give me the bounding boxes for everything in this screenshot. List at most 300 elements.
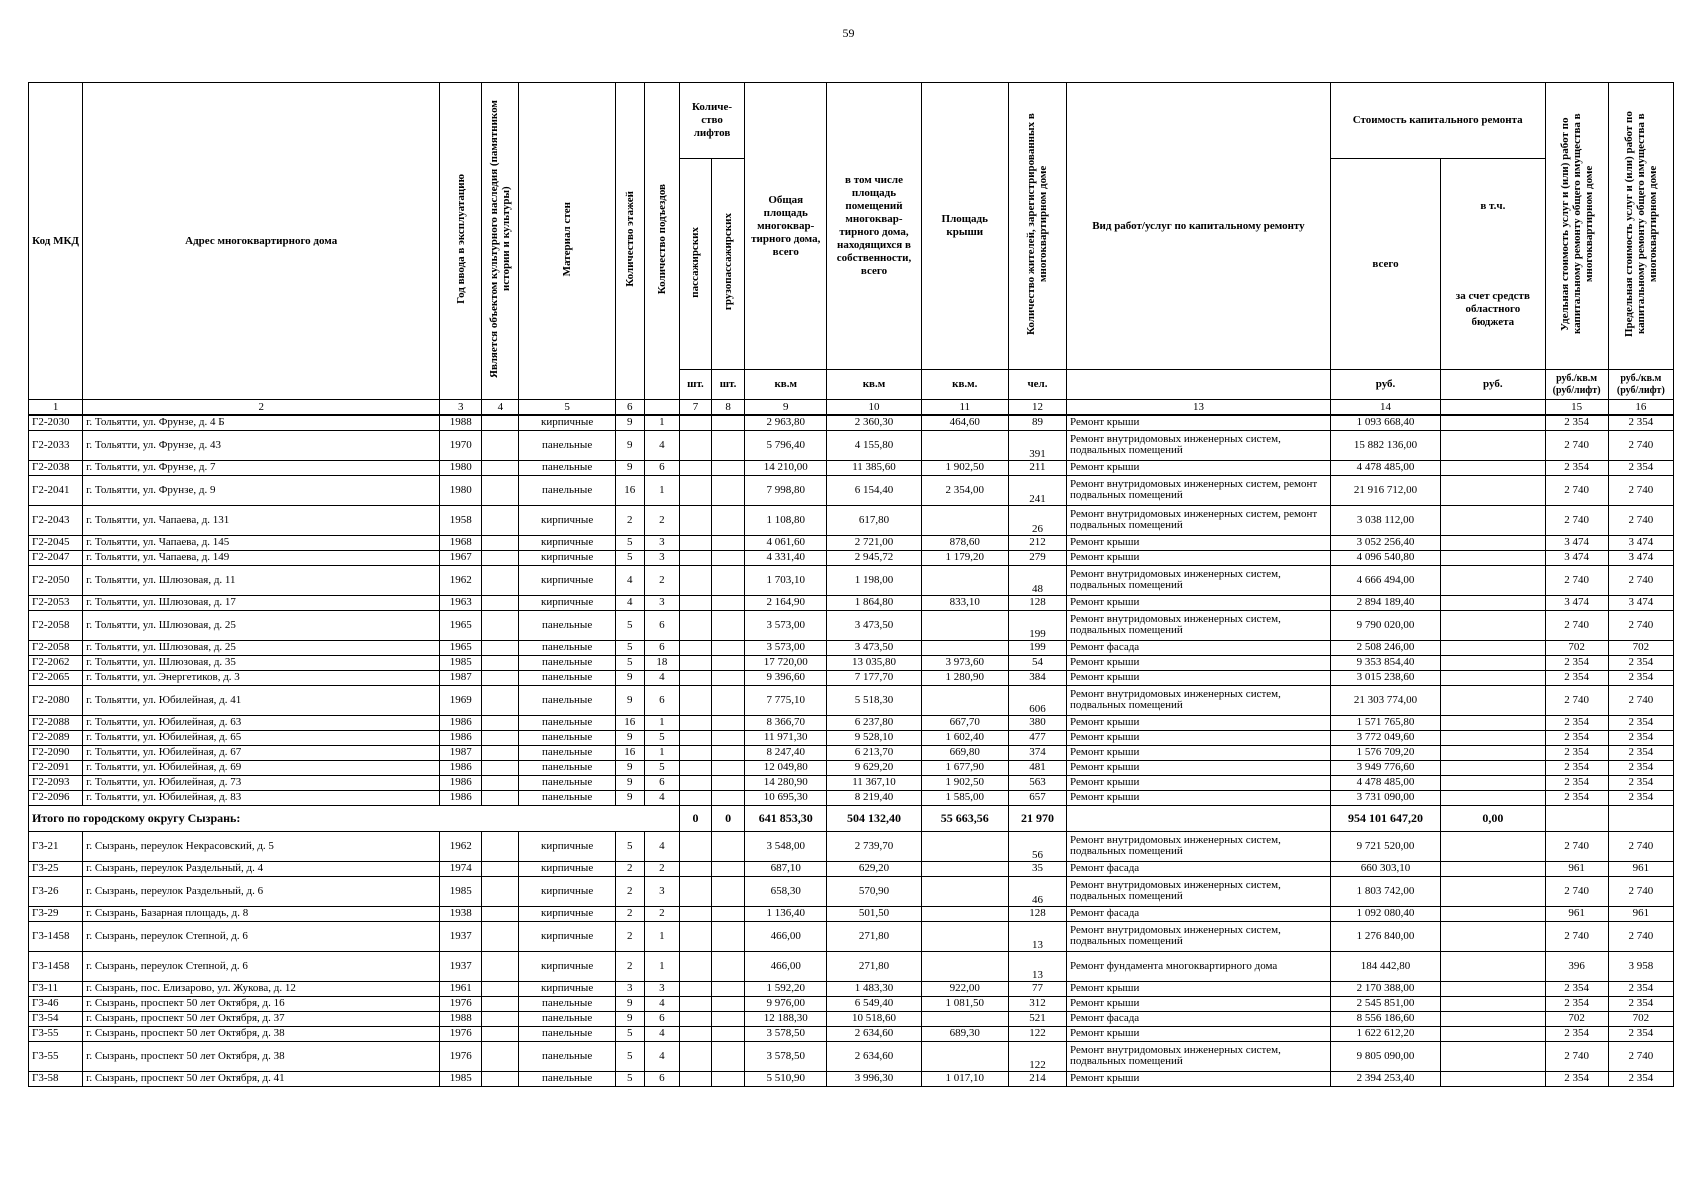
- lifts-passenger: [679, 640, 711, 655]
- residents: 122: [1008, 1041, 1066, 1071]
- area-owned: 501,50: [827, 906, 921, 921]
- unit-cost: 3 474: [1545, 550, 1608, 565]
- wall-material: панельные: [519, 730, 615, 745]
- cost-regional: [1441, 775, 1545, 790]
- table-row: [29, 715, 1674, 730]
- cost-regional: [1441, 745, 1545, 760]
- residents: 122: [1008, 1026, 1066, 1041]
- wall-material: панельные: [519, 745, 615, 760]
- limit-cost: 2 354: [1608, 670, 1673, 685]
- cost-regional: [1441, 655, 1545, 670]
- header-limit-cost: Предельная стоимость услуг и (или) работ по капитальному ремонту общего имущества в многоквартирном доме: [1622, 111, 1659, 337]
- residents: 657: [1008, 790, 1066, 805]
- heritage: [482, 951, 519, 981]
- column-number: [1441, 400, 1545, 416]
- total-work: [1067, 805, 1331, 831]
- roof-area: 878,60: [921, 535, 1008, 550]
- limit-cost: 2 354: [1608, 1071, 1673, 1086]
- work-type: Ремонт крыши: [1067, 595, 1331, 610]
- roof-area: 1 902,50: [921, 775, 1008, 790]
- unit-cost: 2 354: [1545, 1026, 1608, 1041]
- wall-material: панельные: [519, 1071, 615, 1086]
- roof-area: 2 354,00: [921, 475, 1008, 505]
- heritage: [482, 430, 519, 460]
- cost-total: 4 096 540,80: [1330, 550, 1440, 565]
- address: г. Тольятти, ул. Шлюзовая, д. 25: [83, 640, 440, 655]
- mkd-code: Г3-54: [29, 1011, 83, 1026]
- column-number: 5: [519, 400, 615, 416]
- area-owned: 11 385,60: [827, 460, 921, 475]
- lifts-cargo: [712, 951, 745, 981]
- limit-cost: 2 354: [1608, 730, 1673, 745]
- table-row: [29, 430, 1674, 460]
- roof-area: [921, 640, 1008, 655]
- area-total: 1 108,80: [745, 505, 827, 535]
- column-number: 15: [1545, 400, 1608, 416]
- work-type: Ремонт внутридомовых инженерных систем, подвальных помещений: [1067, 921, 1331, 951]
- roof-area: [921, 876, 1008, 906]
- unit-cost: 702: [1545, 1011, 1608, 1026]
- lifts-cargo: [712, 996, 745, 1011]
- floors: 9: [615, 730, 644, 745]
- limit-cost: 702: [1608, 640, 1673, 655]
- address: г. Тольятти, ул. Юбилейная, д. 63: [83, 715, 440, 730]
- lifts-passenger: [679, 906, 711, 921]
- residents: 380: [1008, 715, 1066, 730]
- unit-cost-regional: руб.: [1441, 370, 1545, 400]
- area-total: 9 396,60: [745, 670, 827, 685]
- floors: 4: [615, 595, 644, 610]
- entrances: 5: [644, 730, 679, 745]
- area-owned: 2 945,72: [827, 550, 921, 565]
- floors: 9: [615, 685, 644, 715]
- work-type: Ремонт крыши: [1067, 460, 1331, 475]
- column-number: 6: [615, 400, 644, 416]
- table-row: [29, 1026, 1674, 1041]
- heritage: [482, 1011, 519, 1026]
- header-lifts: Количе-ство лифтов: [679, 83, 744, 159]
- address: г. Тольятти, ул. Шлюзовая, д. 35: [83, 655, 440, 670]
- cost-total: 1 571 765,80: [1330, 715, 1440, 730]
- lifts-cargo: [712, 640, 745, 655]
- year: 1988: [440, 415, 482, 430]
- entrances: 6: [644, 775, 679, 790]
- floors: 16: [615, 745, 644, 760]
- entrances: 3: [644, 876, 679, 906]
- year: 1985: [440, 1071, 482, 1086]
- cost-total: 9 805 090,00: [1330, 1041, 1440, 1071]
- wall-material: кирпичные: [519, 951, 615, 981]
- column-number: 3: [440, 400, 482, 416]
- wall-material: панельные: [519, 685, 615, 715]
- year: 1986: [440, 760, 482, 775]
- wall-material: панельные: [519, 715, 615, 730]
- lifts-cargo: [712, 610, 745, 640]
- limit-cost: 3 958: [1608, 951, 1673, 981]
- work-type: Ремонт крыши: [1067, 535, 1331, 550]
- heritage: [482, 715, 519, 730]
- floors: 9: [615, 760, 644, 775]
- address: г. Сызрань, переулок Некрасовский, д. 5: [83, 831, 440, 861]
- entrances: 2: [644, 906, 679, 921]
- area-total: 1 592,20: [745, 981, 827, 996]
- year: 1962: [440, 565, 482, 595]
- residents: 521: [1008, 1011, 1066, 1026]
- area-total: 7 775,10: [745, 685, 827, 715]
- cost-total: 4 666 494,00: [1330, 565, 1440, 595]
- table-row: [29, 550, 1674, 565]
- area-owned: 2 721,00: [827, 535, 921, 550]
- lifts-cargo: [712, 1041, 745, 1071]
- column-number: 10: [827, 400, 921, 416]
- year: 1986: [440, 715, 482, 730]
- residents: 279: [1008, 550, 1066, 565]
- cost-regional: [1441, 565, 1545, 595]
- unit-unit-cost: руб./кв.м (руб/лифт): [1545, 370, 1608, 400]
- mkd-code: Г2-2058: [29, 640, 83, 655]
- year: 1938: [440, 906, 482, 921]
- heritage: [482, 670, 519, 685]
- floors: 5: [615, 655, 644, 670]
- work-type: Ремонт внутридомовых инженерных систем, ремонт подвальных помещений: [1067, 475, 1331, 505]
- lifts-cargo: [712, 415, 745, 430]
- wall-material: панельные: [519, 610, 615, 640]
- heritage: [482, 775, 519, 790]
- cost-total: 184 442,80: [1330, 951, 1440, 981]
- year: 1974: [440, 861, 482, 876]
- entrances: 1: [644, 475, 679, 505]
- wall-material: панельные: [519, 640, 615, 655]
- cost-total: 1 276 840,00: [1330, 921, 1440, 951]
- wall-material: панельные: [519, 1026, 615, 1041]
- cost-total: 1 576 709,20: [1330, 745, 1440, 760]
- address: г. Сызрань, проспект 50 лет Октября, д. 16: [83, 996, 440, 1011]
- roof-area: 1 179,20: [921, 550, 1008, 565]
- table-row: [29, 610, 1674, 640]
- work-type: Ремонт внутридомовых инженерных систем, подвальных помещений: [1067, 430, 1331, 460]
- mkd-code: Г2-2096: [29, 790, 83, 805]
- wall-material: кирпичные: [519, 550, 615, 565]
- work-type: Ремонт крыши: [1067, 730, 1331, 745]
- lifts-passenger: [679, 670, 711, 685]
- area-total: 17 720,00: [745, 655, 827, 670]
- table-row: [29, 1071, 1674, 1086]
- residents: 211: [1008, 460, 1066, 475]
- area-owned: 570,90: [827, 876, 921, 906]
- area-total: 14 210,00: [745, 460, 827, 475]
- heritage: [482, 876, 519, 906]
- mkd-code: Г3-29: [29, 906, 83, 921]
- roof-area: [921, 1041, 1008, 1071]
- area-total: 466,00: [745, 951, 827, 981]
- unit-cost: 961: [1545, 861, 1608, 876]
- mkd-code: Г3-55: [29, 1041, 83, 1071]
- entrances: 2: [644, 505, 679, 535]
- cost-regional: [1441, 861, 1545, 876]
- work-type: Ремонт крыши: [1067, 790, 1331, 805]
- residents: 128: [1008, 595, 1066, 610]
- lifts-cargo: [712, 460, 745, 475]
- unit-residents: чел.: [1008, 370, 1066, 400]
- cost-regional: [1441, 715, 1545, 730]
- residents: 46: [1008, 876, 1066, 906]
- limit-cost: 2 740: [1608, 685, 1673, 715]
- entrances: 4: [644, 670, 679, 685]
- column-number: 14: [1330, 400, 1440, 416]
- area-total: 1 136,40: [745, 906, 827, 921]
- table-row: [29, 595, 1674, 610]
- header-cost-group: Стоимость капитального ремонта: [1330, 83, 1545, 159]
- year: 1968: [440, 535, 482, 550]
- cost-regional: [1441, 921, 1545, 951]
- cost-regional: [1441, 535, 1545, 550]
- residents: 374: [1008, 745, 1066, 760]
- cost-regional: [1441, 595, 1545, 610]
- roof-area: [921, 430, 1008, 460]
- cost-total: 3 949 776,60: [1330, 760, 1440, 775]
- entrances: 4: [644, 430, 679, 460]
- residents: 26: [1008, 505, 1066, 535]
- lifts-cargo: [712, 861, 745, 876]
- address: г. Сызрань, пос. Елизарово, ул. Жукова, д. 12: [83, 981, 440, 996]
- wall-material: панельные: [519, 996, 615, 1011]
- area-owned: 1 198,00: [827, 565, 921, 595]
- limit-cost: 702: [1608, 1011, 1673, 1026]
- residents: 214: [1008, 1071, 1066, 1086]
- header-entrances: Количество подъездов: [655, 183, 668, 295]
- lifts-cargo: [712, 550, 745, 565]
- entrances: 1: [644, 715, 679, 730]
- address: г. Тольятти, ул. Юбилейная, д. 67: [83, 745, 440, 760]
- cost-total: 3 038 112,00: [1330, 505, 1440, 535]
- header-floors: Количество этажей: [623, 191, 636, 287]
- roof-area: [921, 1011, 1008, 1026]
- area-owned: 3 473,50: [827, 640, 921, 655]
- area-owned: 8 219,40: [827, 790, 921, 805]
- table-row: [29, 775, 1674, 790]
- address: г. Тольятти, ул. Фрунзе, д. 9: [83, 475, 440, 505]
- cost-regional: [1441, 951, 1545, 981]
- wall-material: панельные: [519, 760, 615, 775]
- work-type: Ремонт крыши: [1067, 715, 1331, 730]
- column-number: 7: [679, 400, 711, 416]
- mkd-code: Г2-2088: [29, 715, 83, 730]
- area-owned: 13 035,80: [827, 655, 921, 670]
- lifts-passenger: [679, 505, 711, 535]
- limit-cost: 2 354: [1608, 460, 1673, 475]
- table-row: [29, 876, 1674, 906]
- entrances: 4: [644, 1041, 679, 1071]
- roof-area: [921, 951, 1008, 981]
- total-residents: 21 970: [1008, 805, 1066, 831]
- lifts-cargo: [712, 876, 745, 906]
- header-heritage: Является объектом культурного наследия (памятником истории и культуры): [488, 100, 513, 378]
- year: 1937: [440, 921, 482, 951]
- area-owned: 9 528,10: [827, 730, 921, 745]
- work-type: Ремонт внутридомовых инженерных систем, подвальных помещений: [1067, 610, 1331, 640]
- entrances: 3: [644, 535, 679, 550]
- lifts-passenger: [679, 1011, 711, 1026]
- header-area-total: Общая площадь многоквар-тирного дома, всего: [745, 83, 827, 370]
- roof-area: 833,10: [921, 595, 1008, 610]
- limit-cost: 2 740: [1608, 610, 1673, 640]
- address: г. Тольятти, ул. Юбилейная, д. 41: [83, 685, 440, 715]
- area-owned: 629,20: [827, 861, 921, 876]
- wall-material: кирпичные: [519, 876, 615, 906]
- roof-area: [921, 921, 1008, 951]
- floors: 9: [615, 415, 644, 430]
- residents: 391: [1008, 430, 1066, 460]
- lifts-cargo: [712, 430, 745, 460]
- residents: 199: [1008, 610, 1066, 640]
- cost-total: 9 721 520,00: [1330, 831, 1440, 861]
- heritage: [482, 415, 519, 430]
- residents: 89: [1008, 415, 1066, 430]
- mkd-code: Г2-2093: [29, 775, 83, 790]
- year: 1963: [440, 595, 482, 610]
- area-total: 9 976,00: [745, 996, 827, 1011]
- cost-regional: [1441, 640, 1545, 655]
- unit-cost-total: руб.: [1330, 370, 1440, 400]
- mkd-code: Г2-2091: [29, 760, 83, 775]
- table-row: [29, 670, 1674, 685]
- mkd-code: Г2-2050: [29, 565, 83, 595]
- floors: 16: [615, 475, 644, 505]
- mkd-code: Г2-2089: [29, 730, 83, 745]
- roof-area: 667,70: [921, 715, 1008, 730]
- unit-cost: 2 354: [1545, 460, 1608, 475]
- table-row: [29, 535, 1674, 550]
- area-owned: 1 483,30: [827, 981, 921, 996]
- limit-cost: 2 740: [1608, 430, 1673, 460]
- year: 1961: [440, 981, 482, 996]
- lifts-passenger: [679, 1071, 711, 1086]
- residents: 477: [1008, 730, 1066, 745]
- cost-total: 3 015 238,60: [1330, 670, 1440, 685]
- unit-cost: 2 354: [1545, 981, 1608, 996]
- area-owned: 7 177,70: [827, 670, 921, 685]
- floors: 9: [615, 430, 644, 460]
- cost-total: 2 170 388,00: [1330, 981, 1440, 996]
- year: 1985: [440, 876, 482, 906]
- year: 1967: [440, 550, 482, 565]
- table-row: [29, 655, 1674, 670]
- wall-material: кирпичные: [519, 831, 615, 861]
- work-type: Ремонт крыши: [1067, 1026, 1331, 1041]
- table-row: [29, 460, 1674, 475]
- wall-material: кирпичные: [519, 415, 615, 430]
- mkd-code: Г3-1458: [29, 951, 83, 981]
- address: г. Тольятти, ул. Юбилейная, д. 69: [83, 760, 440, 775]
- cost-regional: [1441, 876, 1545, 906]
- unit-cost: 2 740: [1545, 831, 1608, 861]
- table-row: [29, 730, 1674, 745]
- lifts-passenger: [679, 951, 711, 981]
- wall-material: кирпичные: [519, 981, 615, 996]
- floors: 2: [615, 951, 644, 981]
- area-owned: 2 739,70: [827, 831, 921, 861]
- area-owned: 4 155,80: [827, 430, 921, 460]
- lifts-cargo: [712, 760, 745, 775]
- address: г. Сызрань, переулок Раздельный, д. 4: [83, 861, 440, 876]
- cost-regional: [1441, 460, 1545, 475]
- column-number: 13: [1067, 400, 1331, 416]
- cost-regional: [1441, 610, 1545, 640]
- area-owned: 6 237,80: [827, 715, 921, 730]
- cost-regional: [1441, 430, 1545, 460]
- table-row: [29, 565, 1674, 595]
- capital-repair-table: [28, 82, 1674, 1087]
- page-number: 59: [842, 26, 855, 40]
- cost-regional: [1441, 505, 1545, 535]
- work-type: Ремонт фасада: [1067, 640, 1331, 655]
- address: г. Тольятти, ул. Юбилейная, д. 83: [83, 790, 440, 805]
- entrances: 1: [644, 745, 679, 760]
- unit-cost: 396: [1545, 951, 1608, 981]
- lifts-passenger: [679, 565, 711, 595]
- cost-regional: [1441, 415, 1545, 430]
- heritage: [482, 460, 519, 475]
- cost-total: 9 353 854,40: [1330, 655, 1440, 670]
- roof-area: 3 973,60: [921, 655, 1008, 670]
- unit-cost: 2 354: [1545, 775, 1608, 790]
- lifts-cargo: [712, 535, 745, 550]
- table-row: [29, 505, 1674, 535]
- column-number: 4: [482, 400, 519, 416]
- unit-cost: 2 354: [1545, 670, 1608, 685]
- header-cost-total: всего: [1330, 159, 1440, 370]
- wall-material: панельные: [519, 670, 615, 685]
- floors: 9: [615, 790, 644, 805]
- limit-cost: 2 354: [1608, 760, 1673, 775]
- cost-regional: [1441, 906, 1545, 921]
- cost-total: 1 803 742,00: [1330, 876, 1440, 906]
- mkd-code: Г3-46: [29, 996, 83, 1011]
- wall-material: панельные: [519, 460, 615, 475]
- total-unit: [1545, 805, 1608, 831]
- column-number: 8: [712, 400, 745, 416]
- area-owned: 271,80: [827, 921, 921, 951]
- limit-cost: 2 740: [1608, 505, 1673, 535]
- unit-cost: 2 740: [1545, 876, 1608, 906]
- area-owned: 2 634,60: [827, 1041, 921, 1071]
- floors: 9: [615, 996, 644, 1011]
- year: 1976: [440, 1026, 482, 1041]
- cost-regional: [1441, 730, 1545, 745]
- work-type: Ремонт внутридомовых инженерных систем, подвальных помещений: [1067, 831, 1331, 861]
- lifts-passenger: [679, 655, 711, 670]
- heritage: [482, 640, 519, 655]
- heritage: [482, 685, 519, 715]
- address: г. Тольятти, ул. Фрунзе, д. 43: [83, 430, 440, 460]
- residents: 481: [1008, 760, 1066, 775]
- header-lifts-passenger: пассажирских: [689, 226, 702, 298]
- table-row: [29, 1041, 1674, 1071]
- mkd-code: Г2-2033: [29, 430, 83, 460]
- header-cost-incl: в т.ч.: [1480, 199, 1506, 212]
- year: 1969: [440, 685, 482, 715]
- heritage: [482, 1071, 519, 1086]
- entrances: 6: [644, 685, 679, 715]
- floors: 5: [615, 1071, 644, 1086]
- area-total: 3 573,00: [745, 640, 827, 655]
- limit-cost: 3 474: [1608, 595, 1673, 610]
- entrances: 4: [644, 996, 679, 1011]
- entrances: 3: [644, 981, 679, 996]
- floors: 9: [615, 670, 644, 685]
- limit-cost: 2 740: [1608, 1041, 1673, 1071]
- year: 1986: [440, 790, 482, 805]
